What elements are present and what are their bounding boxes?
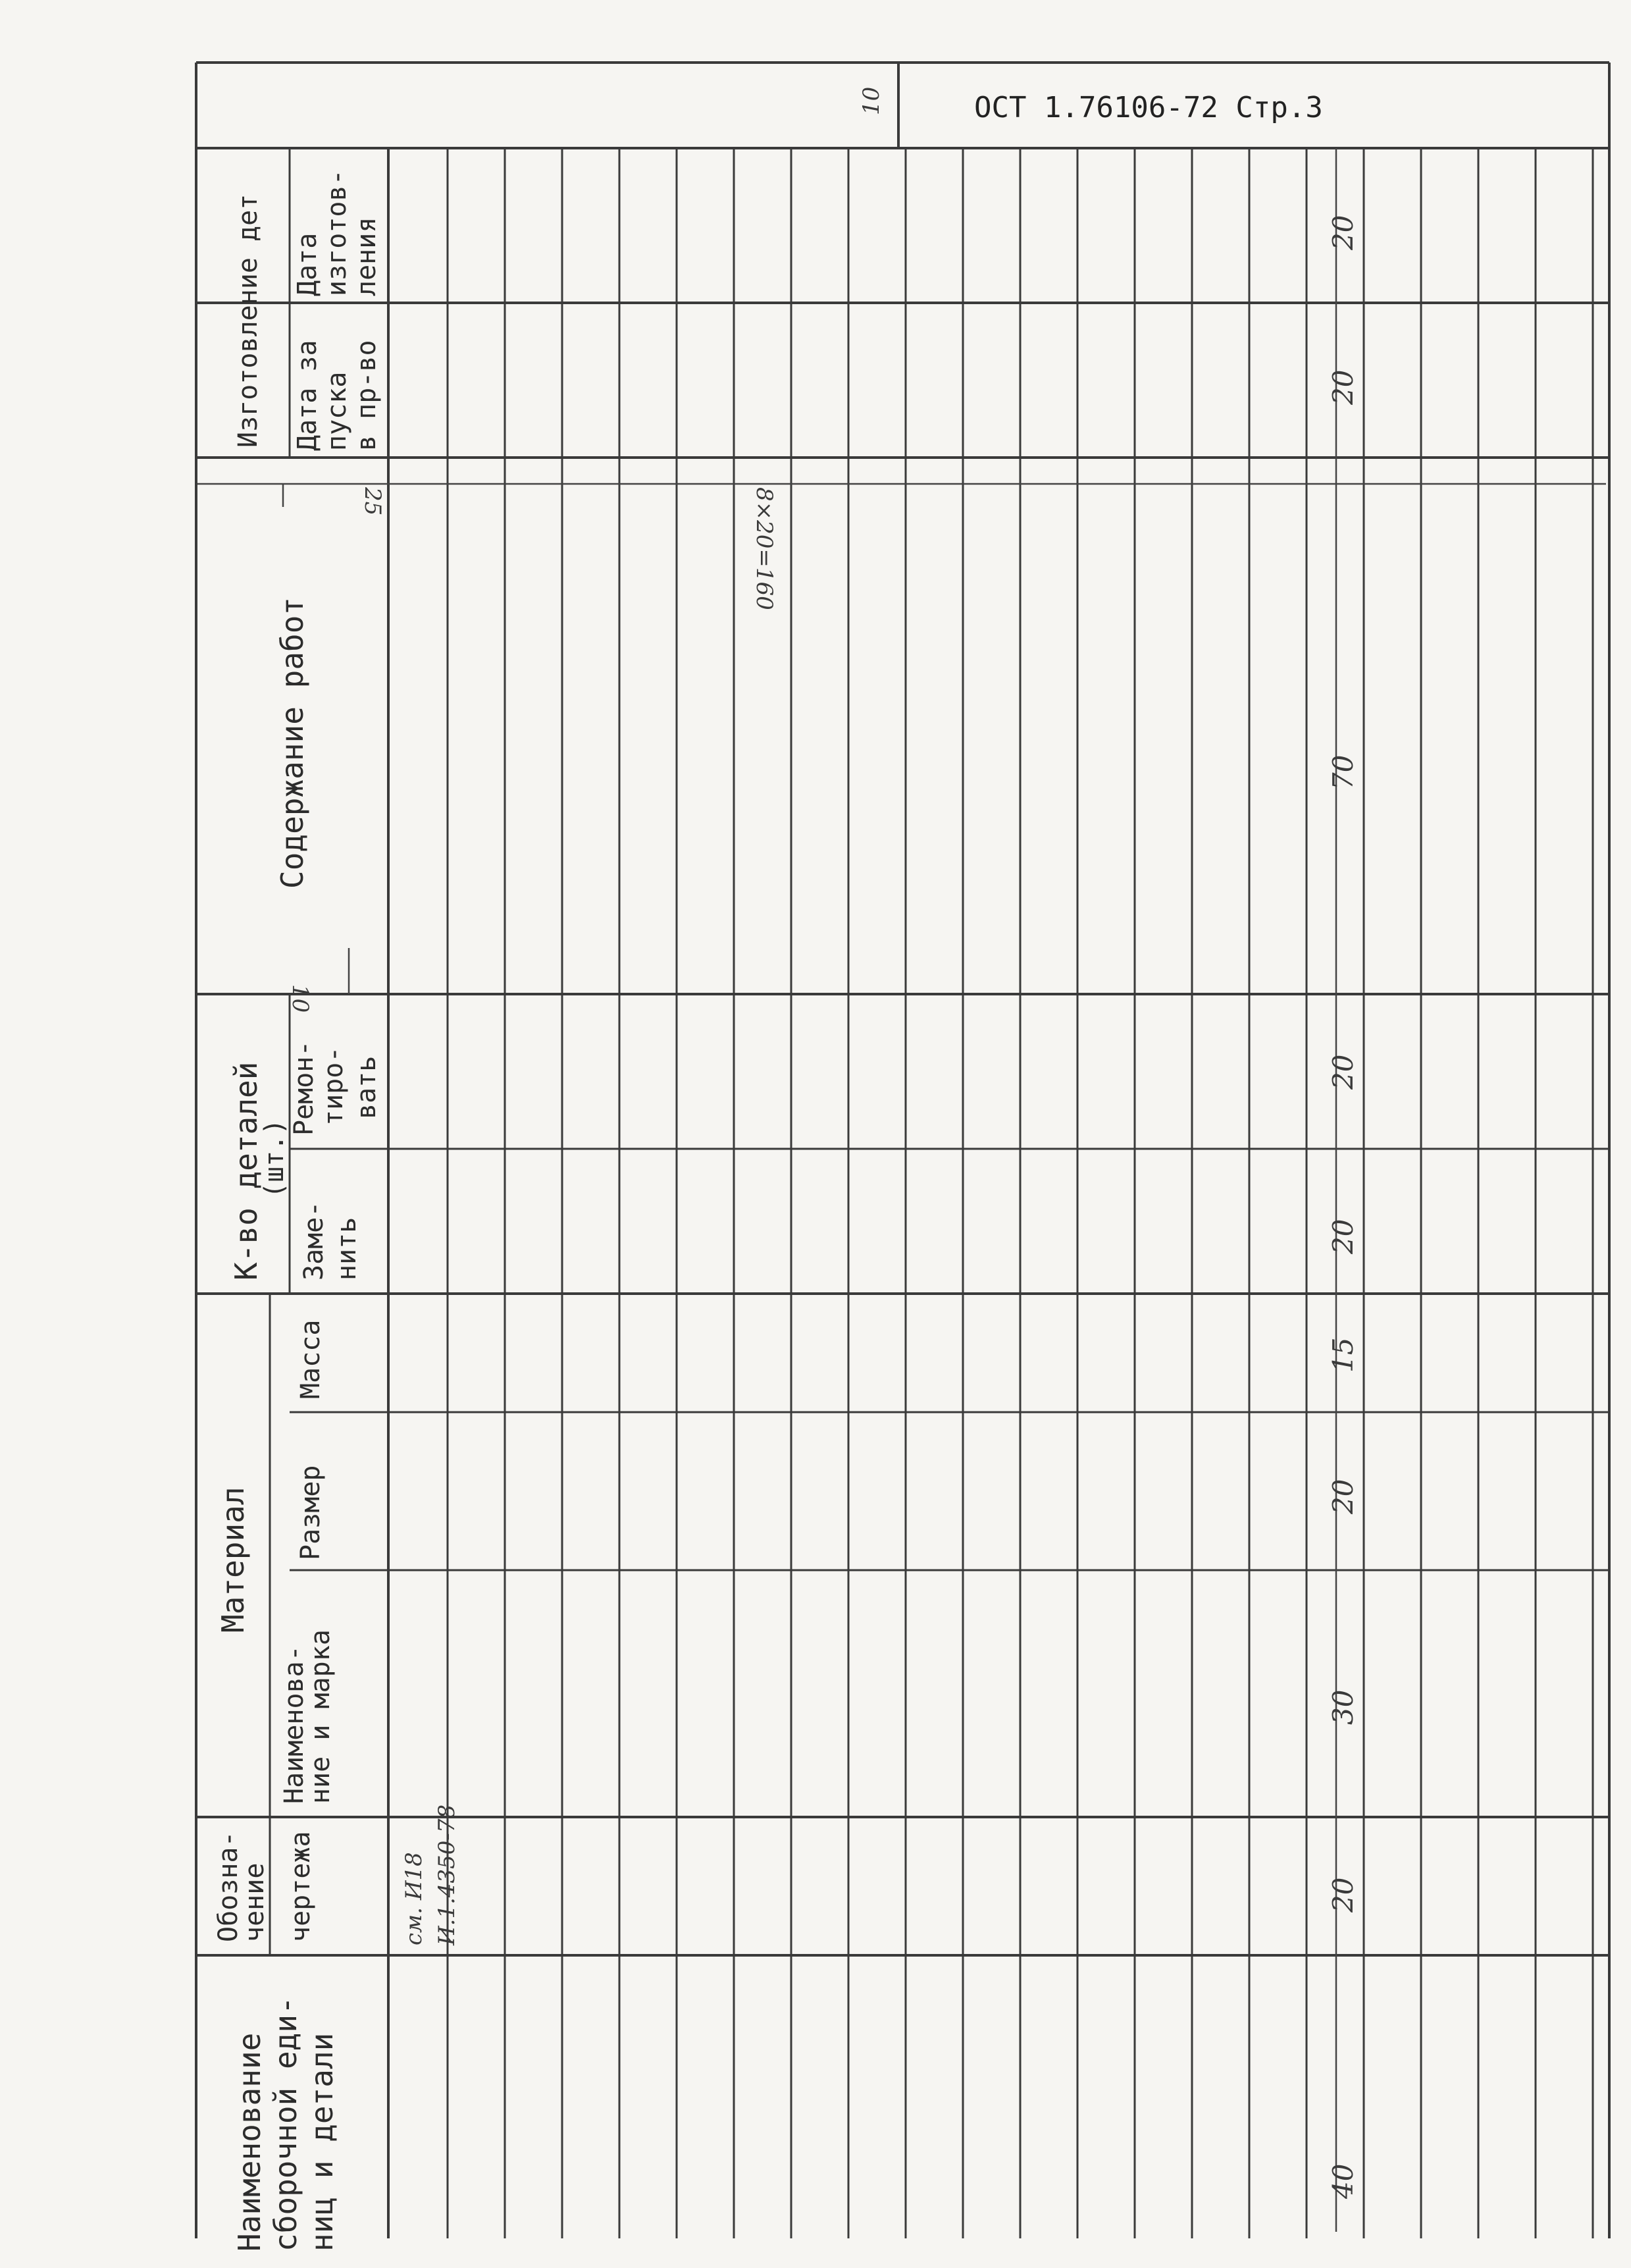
entry-designation-2: И.1.4350-78 [434,1804,460,1945]
dim-qty-replace: 20 [1327,1219,1359,1254]
dim-material-size: 20 [1327,1479,1359,1514]
label-material: Материал [215,1487,251,1633]
entry-designation-1: см. И18 [401,1852,427,1945]
label-manuf-start-3: в пр-во [351,340,382,451]
section-dividers [196,148,1609,1955]
label-qty-replace-2: нить [332,1217,362,1280]
label-manuf-end-2: изготов- [322,169,352,296]
dim-work-content: 70 [1327,754,1359,790]
dim-qty-repair: 20 [1327,1054,1359,1090]
label-material-size: Размер [296,1465,326,1560]
dim-work-left: 10 [287,984,313,1013]
dim-designation: 20 [1327,1877,1359,1912]
dim-top-10: 10 [858,86,885,115]
label-manuf-start-1: Дата за [292,340,323,451]
label-material-name-1: Наименова- [279,1645,309,1804]
label-qty-repair-1: Ремон- [289,1040,319,1136]
label-manuf-end-3: ления [351,217,382,296]
label-designation-1: Обозна- [213,1831,244,1942]
entries [401,1805,460,1946]
dim-name: 40 [1327,2163,1359,2199]
label-manuf-end-1: Дата [292,232,323,296]
label-qty-repair-2: тиро- [319,1046,349,1126]
label-material-name-2: ние и марка [305,1629,336,1804]
label-designation-2: чение [240,1862,270,1942]
label-qty-unit: (шт.) [259,1119,290,1198]
label-designation-sub: чертежа [286,1831,316,1942]
standard-title: ОСТ 1.76106-72 Стр.3 [974,91,1323,124]
dim-manuf-start: 20 [1327,369,1359,405]
body-grid [448,148,1593,2238]
label-name-1: Наименование [232,2032,267,2252]
label-manuf-start-2: пуска [322,371,352,451]
label-name-2: сборочной еди- [268,1996,303,2252]
header-strip [196,63,1609,148]
label-work-content: Содержание работ [274,596,310,889]
label-material-mass: Масса [296,1319,326,1399]
dim-material-mass: 15 [1327,1337,1359,1373]
dim-work-top: 25 [359,487,386,516]
label-name-3: ниц и детали [304,2032,340,2252]
label-qty-group: К-во деталей [228,1061,264,1280]
dim-manuf-end: 20 [1327,215,1359,250]
dim-material-name: 30 [1327,1689,1359,1725]
label-manuf-group: Изготовление дет [233,194,263,448]
label-qty-replace-1: Заме- [299,1201,329,1280]
header-labels [213,169,382,2252]
label-qty-repair-3: вать [351,1055,382,1119]
dim-rows-note: 8×20=160 [751,487,777,610]
